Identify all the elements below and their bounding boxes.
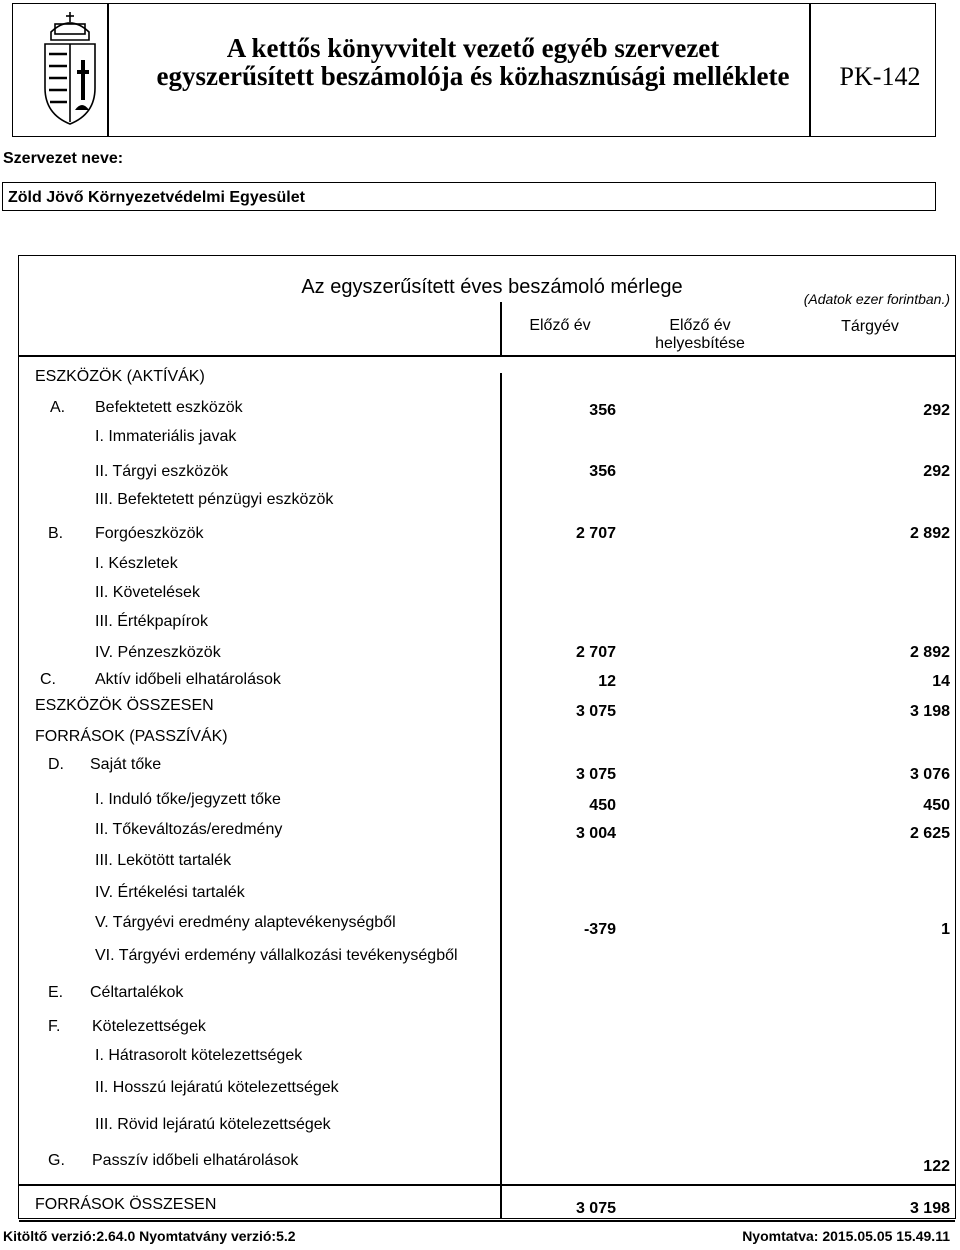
row-prev-year-value: 12 — [598, 673, 616, 690]
row-current-year-value: 292 — [923, 463, 950, 480]
row-code: C. — [40, 671, 56, 688]
row-label: VI. Tárgyévi erdemény vállalkozási tevékenységből — [95, 947, 458, 964]
row-label: III. Rövid lejáratú kötelezettségek — [95, 1116, 331, 1133]
row-prev-year-value: 2 707 — [575, 644, 616, 661]
row-label: I. Hátrasorolt kötelezettségek — [95, 1047, 303, 1064]
row-code: B. — [48, 525, 64, 542]
col-prev-year-correction: Előző év helyesbítése — [655, 317, 745, 352]
row-label: Befektetett eszközök — [95, 399, 243, 416]
row-label: I. Készletek — [95, 555, 178, 572]
row-label: III. Lekötött tartalék — [95, 852, 232, 869]
footer-version: Kitöltő verzió:2.64.0 Nyomtatvány verzió:5.2 — [3, 1228, 296, 1244]
row-label: Forgóeszközök — [95, 525, 204, 542]
row-label: III. Értékpapírok — [95, 613, 208, 630]
row-code: A. — [50, 399, 66, 416]
form-header — [12, 3, 936, 137]
row-prev-year-value: 450 — [589, 797, 616, 814]
row-current-year-value: 2 625 — [909, 825, 950, 842]
row-label: II. Tőkeváltozás/eredmény — [95, 821, 283, 838]
row-label: Kötelezettségek — [92, 1018, 206, 1035]
row-current-year-value: 3 198 — [909, 1200, 950, 1217]
balance-sheet-title: Az egyszerűsített éves beszámoló mérlege — [301, 276, 683, 298]
row-current-year-value: 450 — [923, 797, 950, 814]
row-label: II. Hosszú lejáratú kötelezettségek — [95, 1079, 339, 1096]
col-prev-year: Előző év — [529, 317, 591, 334]
row-code: F. — [48, 1018, 61, 1035]
row-code: E. — [48, 984, 64, 1001]
row-code: G. — [48, 1152, 65, 1169]
organization-label: Szervezet neve: — [3, 150, 124, 167]
row-label: I. Immateriális javak — [95, 428, 237, 445]
row-prev-year-value: 356 — [589, 402, 616, 419]
row-prev-year-value: 3 075 — [575, 766, 616, 783]
row-current-year-value: 292 — [923, 402, 950, 419]
row-prev-year-value: 2 707 — [575, 525, 616, 542]
row-prev-year-value: 3 004 — [575, 825, 616, 842]
row-current-year-value: 2 892 — [909, 644, 950, 661]
row-current-year-value: 3 076 — [909, 766, 950, 783]
row-current-year-value: 1 — [941, 921, 950, 938]
row-label: Aktív időbeli elhatárolások — [95, 671, 281, 688]
form-title-line-1: A kettős könyvvitelt vezető egyéb szervezet — [226, 33, 720, 63]
footer-printed: Nyomtatva: 2015.05.05 15.49.11 — [742, 1228, 950, 1244]
row-prev-year-value: 356 — [589, 463, 616, 480]
row-label: Céltartalékok — [90, 984, 184, 1001]
row-current-year-value: 122 — [923, 1158, 950, 1175]
row-current-year-value: 3 198 — [909, 703, 950, 720]
row-label: I. Induló tőke/jegyzett tőke — [95, 791, 281, 808]
row-label: ESZKÖZÖK (AKTÍVÁK) — [35, 368, 205, 385]
row-label: FORRÁSOK (PASSZÍVÁK) — [35, 728, 228, 745]
hungarian-coat-of-arms-icon — [31, 10, 109, 128]
units-note: (Adatok ezer forintban.) — [803, 291, 950, 307]
row-label: V. Tárgyévi eredmény alaptevékenységből — [95, 914, 396, 931]
organization-name-field: Zöld Jövő Környezetvédelmi Egyesület — [2, 182, 936, 211]
row-prev-year-value: -379 — [583, 921, 616, 938]
form-code: PK-142 — [839, 62, 921, 91]
form-title-line-2: egyszerűsített beszámolója és közhasznúsági melléklete — [156, 61, 790, 91]
row-label: II. Tárgyi eszközök — [95, 463, 229, 480]
row-label: ESZKÖZÖK ÖSSZESEN — [35, 697, 214, 714]
row-label: IV. Pénzeszközök — [95, 644, 221, 661]
col-current-year: Tárgyév — [841, 318, 899, 335]
row-label: FORRÁSOK ÖSSZESEN — [35, 1196, 217, 1213]
row-label: II. Követelések — [95, 584, 200, 601]
row-current-year-value: 14 — [932, 673, 950, 690]
row-label: Passzív időbeli elhatárolások — [92, 1152, 299, 1169]
row-label: Saját tőke — [90, 756, 162, 773]
row-prev-year-value: 3 075 — [575, 1200, 616, 1217]
row-code: D. — [48, 756, 64, 773]
row-label: III. Befektetett pénzügyi eszközök — [95, 491, 334, 508]
row-prev-year-value: 3 075 — [575, 703, 616, 720]
row-current-year-value: 2 892 — [909, 525, 950, 542]
row-label: IV. Értékelési tartalék — [95, 884, 245, 901]
